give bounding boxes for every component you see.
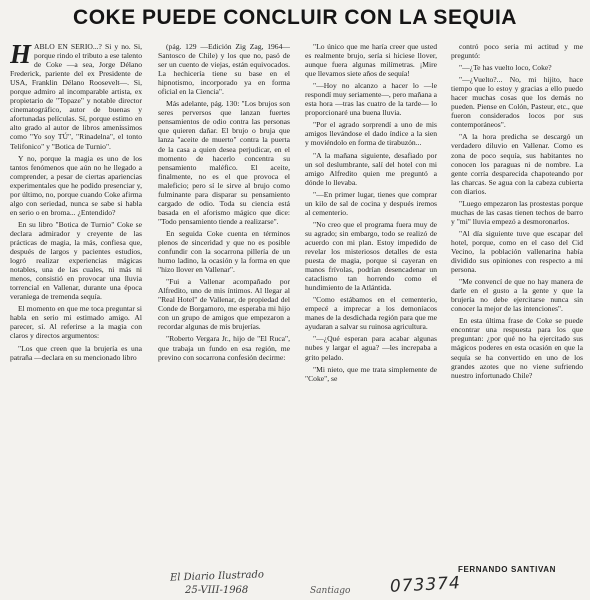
article-paragraph: "Al día siguiente tuve que escapar del hotel, porque, como en el caso del Cid Vecino, la población vallenarina había dividido sus opiniones con respecto a mi persona. (451, 228, 583, 275)
handwritten-date-note: 25-VIII-1968 (185, 585, 249, 596)
article-paragraph: En seguida Coke cuenta en términos plenos de sinceridad y que no es posible confundir con la socarrona pillería de un humo ladino, la ocasión y la forma en que "hizo llover en Vallenar". (158, 228, 290, 275)
article-paragraph: "Como estábamos en el cementerio, empecé a imprecar a los demoníacos manes de la desdichada región para que me ayudaran a salvar su ruinosa agricultura. (305, 295, 437, 332)
article-paragraph: "Roberto Vergara Jr., hijo de "El Ruca", que trabaja un fundo en esa región, me previno con socarrona confesión decirme: (158, 334, 290, 362)
article-paragraph: "Mi nieto, que me trata simplemente de "Coke", se (305, 364, 437, 383)
article-paragraph: Más adelante, pág. 130: "Los brujos son seres perversos que lanzan fuertes pensamientos de odio contra las personas que quieren dañar. El brujo o bruja que lanza "aceite de muerto" contra la puerta de la casa a quien desea perjudicar, en el momento de hacerlo concentra su pensamiento maléfico. El aceite, finalmente, no es el que provoca el maleficio; pero sí le sirve al brujo como fulminante para disparar su pensamiento cargado de odio. Toda su ciencia está basada en el aforismo mágico que dice: "Todo pensamiento tiende a realizarse". (158, 99, 290, 226)
article-paragraph: "Fui a Vallenar acompañado por Alfredito, uno de mis íntimos. Al llegar al "Real Hotel" de Vallenar, de propiedad del Conde de Borgamoro, me esperaba mi hijo con un grupo de amigos que empezaron a recordar algunas de mis brujerías. (158, 277, 290, 332)
author-signature: FERNANDO SANTIVAN (458, 565, 557, 574)
article-column-2 (158, 42, 290, 547)
article-paragraph: "Por el agrado sorprendí a uno de mis amigos llevándose el dado índice a la sien y moviéndolo en forma de tirabuzón... (305, 120, 437, 148)
article-paragraph: "A la mañana siguiente, desafiado por un sol deslumbrante, salí del hotel con mi amigo Alfredito quien me preguntó a dónde lo llevaba. (305, 150, 437, 187)
handwritten-city-note: Santiago (310, 586, 351, 596)
article-paragraph: "A la hora predicha se descargó un verdadero diluvio en Vallenar. Como es zona de poco sequía, sus habitantes no conocen los paraguas ni de nombre. La gente corría desparecida chapoteando por las charcas. Se agua con la cabeza cubierta con diarios. (451, 132, 583, 196)
article-paragraph: "Me convencí de que no hay manera de darle en el gusto a la gente y que la brujería no debe ejercitarse nunca sin conocer la mejor de las intenciones". (451, 277, 583, 314)
article-paragraph: contró poco seria mi actitud y me preguntó: (451, 42, 583, 61)
article-paragraph: Y no, porque la magia es uno de los tantos fenómenos que aún no he llegado a comprender, a pesar de ciertas apariencias experimentales que he podido presenciar y, por último, no, porque cuando Coke afirma algo con seriedad, nunca se sabe si habla en serio o en broma... ¿Entendido? (10, 153, 142, 217)
article-paragraph: "—Hoy no alcanzo a hacer lo —le respondí muy seriamente—, pero mañana a esta hora —tras las cuatro de la tarde— lo proporcionaré una buena lluvia. (305, 81, 437, 118)
article-paragraph: "—¿Te has vuelto loco, Coke? (459, 63, 552, 73)
article-column-4 (451, 42, 583, 552)
article-paragraph: "—¿Qué esperan para acabar algunas nubes y largar el agua? —les increpaba a grito pelado. (305, 334, 437, 362)
handwritten-source-note: El Diario Ilustrado (169, 569, 265, 584)
article-paragraph (10, 42, 142, 151)
article-headline: COKE PUEDE CONCLUIR CON LA SEQUIA (73, 6, 517, 29)
article-paragraph: "—¿Vuelto?... No, mi hijito, hace tiempo que lo estoy y gracias a ello puedo hacer muchas cosas que los demás no pueden. Piense en Colón, Pasteur, etc., que fueron considerados locos por sus contemporáneos". (451, 75, 583, 130)
article-paragraph: "No creo que el programa fuera muy de su agrado; sin embargo, todo se realizó de acuerdo con mi plan. Estoy impedido de revelar los misteriosos detalles de esta puesta de magia, porque si cayeran en manos frívolas, podrían desencadenar un cataclismo tan horrendo como el hundimiento de la Atlántida. (305, 219, 437, 293)
article-paragraph: "Lo único que me haría creer que usted es realmente brujo, sería si hiciese llover, aunque fuera algunas milímetras. ¡Mire que llevamos siete años de sequía! (305, 42, 437, 79)
article-paragraph: "Los que creen que la brujería es una patraña —declara en su mencionado libro (10, 343, 142, 362)
handwritten-archive-number: 073374 (389, 573, 462, 597)
article-paragraph: "Luego empezaron las prostestas porque muchas de las casas tienen techos de barro y "mi" lluvia empezó a desmoronarlos. (451, 198, 583, 226)
article-paragraph: En esta última frase de Coke se puede encontrar una respuesta para los que preguntan: ¿por qué no ha ejercitado sus mágicos poderes en esta ocasión en que la sequía se ha convertido en uno de los grandes azotes que no viene sufriendo nuestro infortunado Chile? (451, 316, 583, 380)
paragraph-text: ABLO EN SERIO...? Si y no. Si, porque rindo el tributo a ese talento de Coke —a sea, Jorge Délano Frederick, pariente del ex Presidente de USA, Franklin Délano Roosevelt—. Si, porque admiro al incomparable artista, ex propietario de "Topaze" y notable director cinematográfico, autor de buenas y afortunadas películas. Sí, porque estimo en alto grado al autor de libros ameníssimos como "Yo soy TÚ", "Rinadelna", el tonto Telifonico" y "Botica de Turnio". (10, 42, 142, 151)
article-column-3 (305, 42, 437, 557)
article-paragraph: "—En primer lugar, tienes que comprar un kilo de sal de cocina y después iremos al cementerio. (305, 189, 437, 217)
article-paragraph: (pág. 129 —Edición Zig Zag, 1964— Santosco de Chile) y los que no, pasó de ser un cuento de viejas, están equivocados. La hechicería tiene su base en el hipnotismo, incorporado ya en forma oficial en la Ciencia". (158, 42, 290, 97)
article-paragraph: El momento en que me toca preguntar si habla en serio mi estimado amigo. Al parecer, sí. Al referirse a la magia con claros y directos argumentos: (10, 304, 142, 341)
article-column-1 (10, 42, 142, 574)
article-paragraph: En su libro "Botica de Turnio" Coke se declara admirador y creyente de las prácticas de magia, la más, confiesa que, después de largos y pacientes estudios, logró realizar experiencias mágicas notables, una de las cuales, ni más ni menos, consistió en provocar una lluvia torrencial en Vallenar, durante una época veraniega de tremenda sequía. (10, 219, 142, 302)
drop-cap: H (10, 42, 32, 69)
